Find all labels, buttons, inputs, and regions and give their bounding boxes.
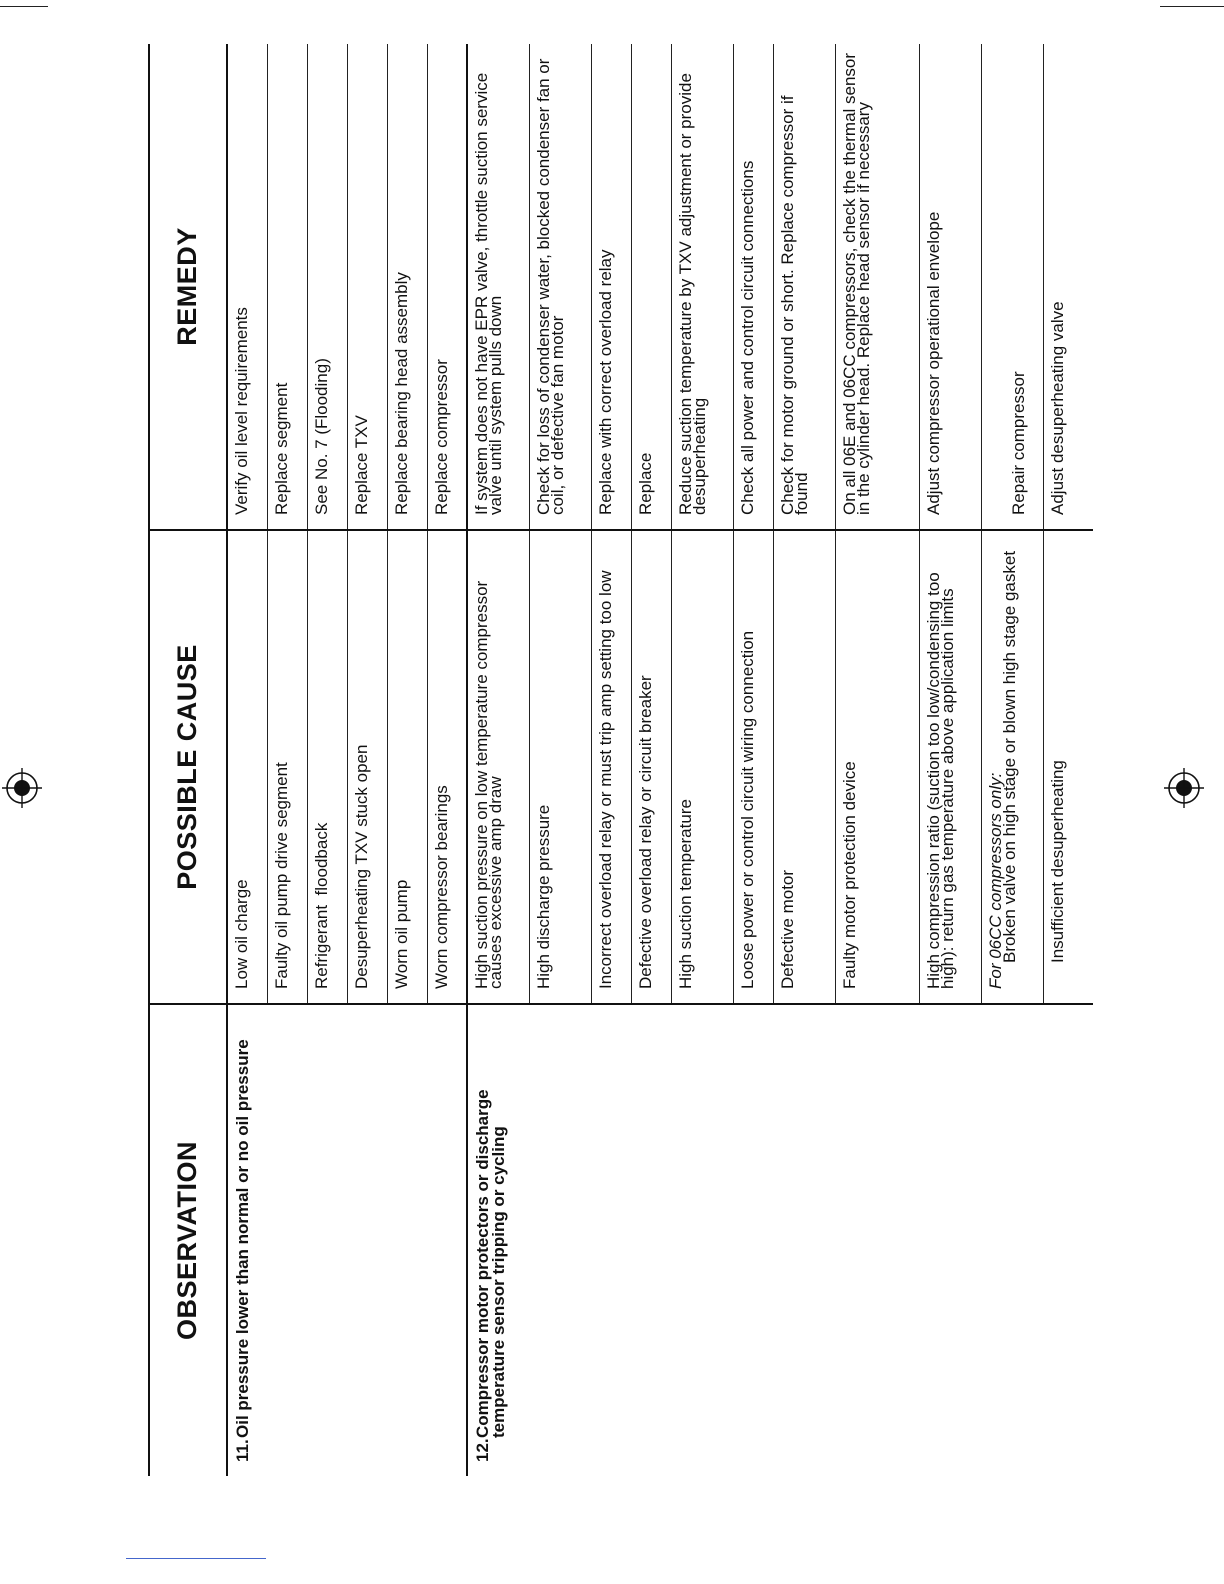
cause-cell: High discharge pressure [529, 530, 591, 1004]
registration-mark-icon [1164, 768, 1204, 808]
remedy-cell: Check for motor ground or short. Replace compressor if found [773, 44, 835, 530]
cause-note-prefix: For 06CC compressors only: [985, 772, 1005, 989]
cause-cell: Defective motor [773, 530, 835, 1004]
cause-cell: High suction pressure on low temperature compressor causes excessive amp draw [467, 530, 529, 1004]
crop-mark-top-right [1160, 6, 1224, 7]
observation-text: Oil pressure lower than normal or no oil pressure [233, 1039, 252, 1438]
remedy-cell: See No. 7 (Flooding) [307, 44, 347, 530]
observation-cell [227, 1004, 467, 1476]
observation-number: 12. [473, 1438, 492, 1462]
table-top-rule [148, 44, 150, 1476]
remedy-cell: Replace [631, 44, 671, 530]
crop-mark-top-left [0, 6, 48, 7]
cause-cell: Desuperheating TXV stuck open [347, 530, 387, 1004]
crop-mark-bottom-left [126, 1558, 266, 1559]
cause-cell: High suction temperature [671, 530, 733, 1004]
remedy-cell: Adjust compressor operational envelope [919, 44, 981, 530]
cause-cell: High compression ratio (suction too low/condensing too high): return gas temperature above application limits [919, 530, 981, 1004]
remedy-cell: Replace compressor [427, 44, 467, 530]
header-row [148, 44, 227, 1476]
cause-cell: Worn oil pump [387, 530, 427, 1004]
cause-cell: Defective overload relay or circuit breaker [631, 530, 671, 1004]
rotated-troubleshooting-table [148, 44, 1067, 1476]
remedy-cell: On all 06E and 06CC compressors, check the thermal sensor in the cylinder head. Replace head sensor if necessary [835, 44, 919, 530]
remedy-cell: If system does not have EPR valve, throttle suction service valve until system pulls down [467, 44, 529, 530]
remedy-cell: Reduce suction temperature by TXV adjustment or provide desuperheating [671, 44, 733, 530]
observation-cell [467, 1004, 1093, 1476]
remedy-cell: Replace bearing head assembly [387, 44, 427, 530]
remedy-cell: Replace segment [267, 44, 307, 530]
cause-cell [981, 530, 1043, 1004]
table-row [227, 44, 267, 1476]
cause-cell: Low oil charge [227, 530, 267, 1004]
cause-cell: Worn compressor bearings [427, 530, 467, 1004]
observation-number: 11. [233, 1439, 252, 1462]
remedy-cell: Check all power and control circuit connections [733, 44, 773, 530]
troubleshooting-table [148, 44, 1093, 1476]
observation-text: Compressor motor protectors or discharge temperature sensor tripping or cycling [473, 1089, 508, 1438]
header-possible-cause: POSSIBLE CAUSE [148, 530, 227, 1004]
table-row [467, 44, 529, 1476]
remedy-cell: Replace with correct overload relay [591, 44, 631, 530]
header-observation: OBSERVATION [148, 1004, 227, 1476]
cause-cell: Faulty oil pump drive segment [267, 530, 307, 1004]
header-remedy: REMEDY [148, 44, 227, 530]
remedy-cell: Adjust desuperheating valve [1047, 301, 1067, 515]
remedy-cell: Replace TXV [347, 44, 387, 530]
cause-cell: Incorrect overload relay or must trip amp setting too low [591, 530, 631, 1004]
remedy-cell: Verify oil level requirements [227, 44, 267, 530]
remedy-cell: Check for loss of condenser water, blocked condenser fan or coil, or defective fan motor [529, 44, 591, 530]
cause-note-body: Broken valve on high stage or blown high stage gasket [999, 550, 1019, 963]
cause-cell: Refrigerant floodback [307, 530, 347, 1004]
cause-cell: Faulty motor protection device [835, 530, 919, 1004]
remedy-cell: Repair compressor [981, 44, 1043, 530]
cause-cell: Insufficient desuperheating [1043, 530, 1093, 1004]
cause-cell: Loose power or control circuit wiring connection [733, 530, 773, 1004]
registration-mark-icon [2, 768, 42, 808]
